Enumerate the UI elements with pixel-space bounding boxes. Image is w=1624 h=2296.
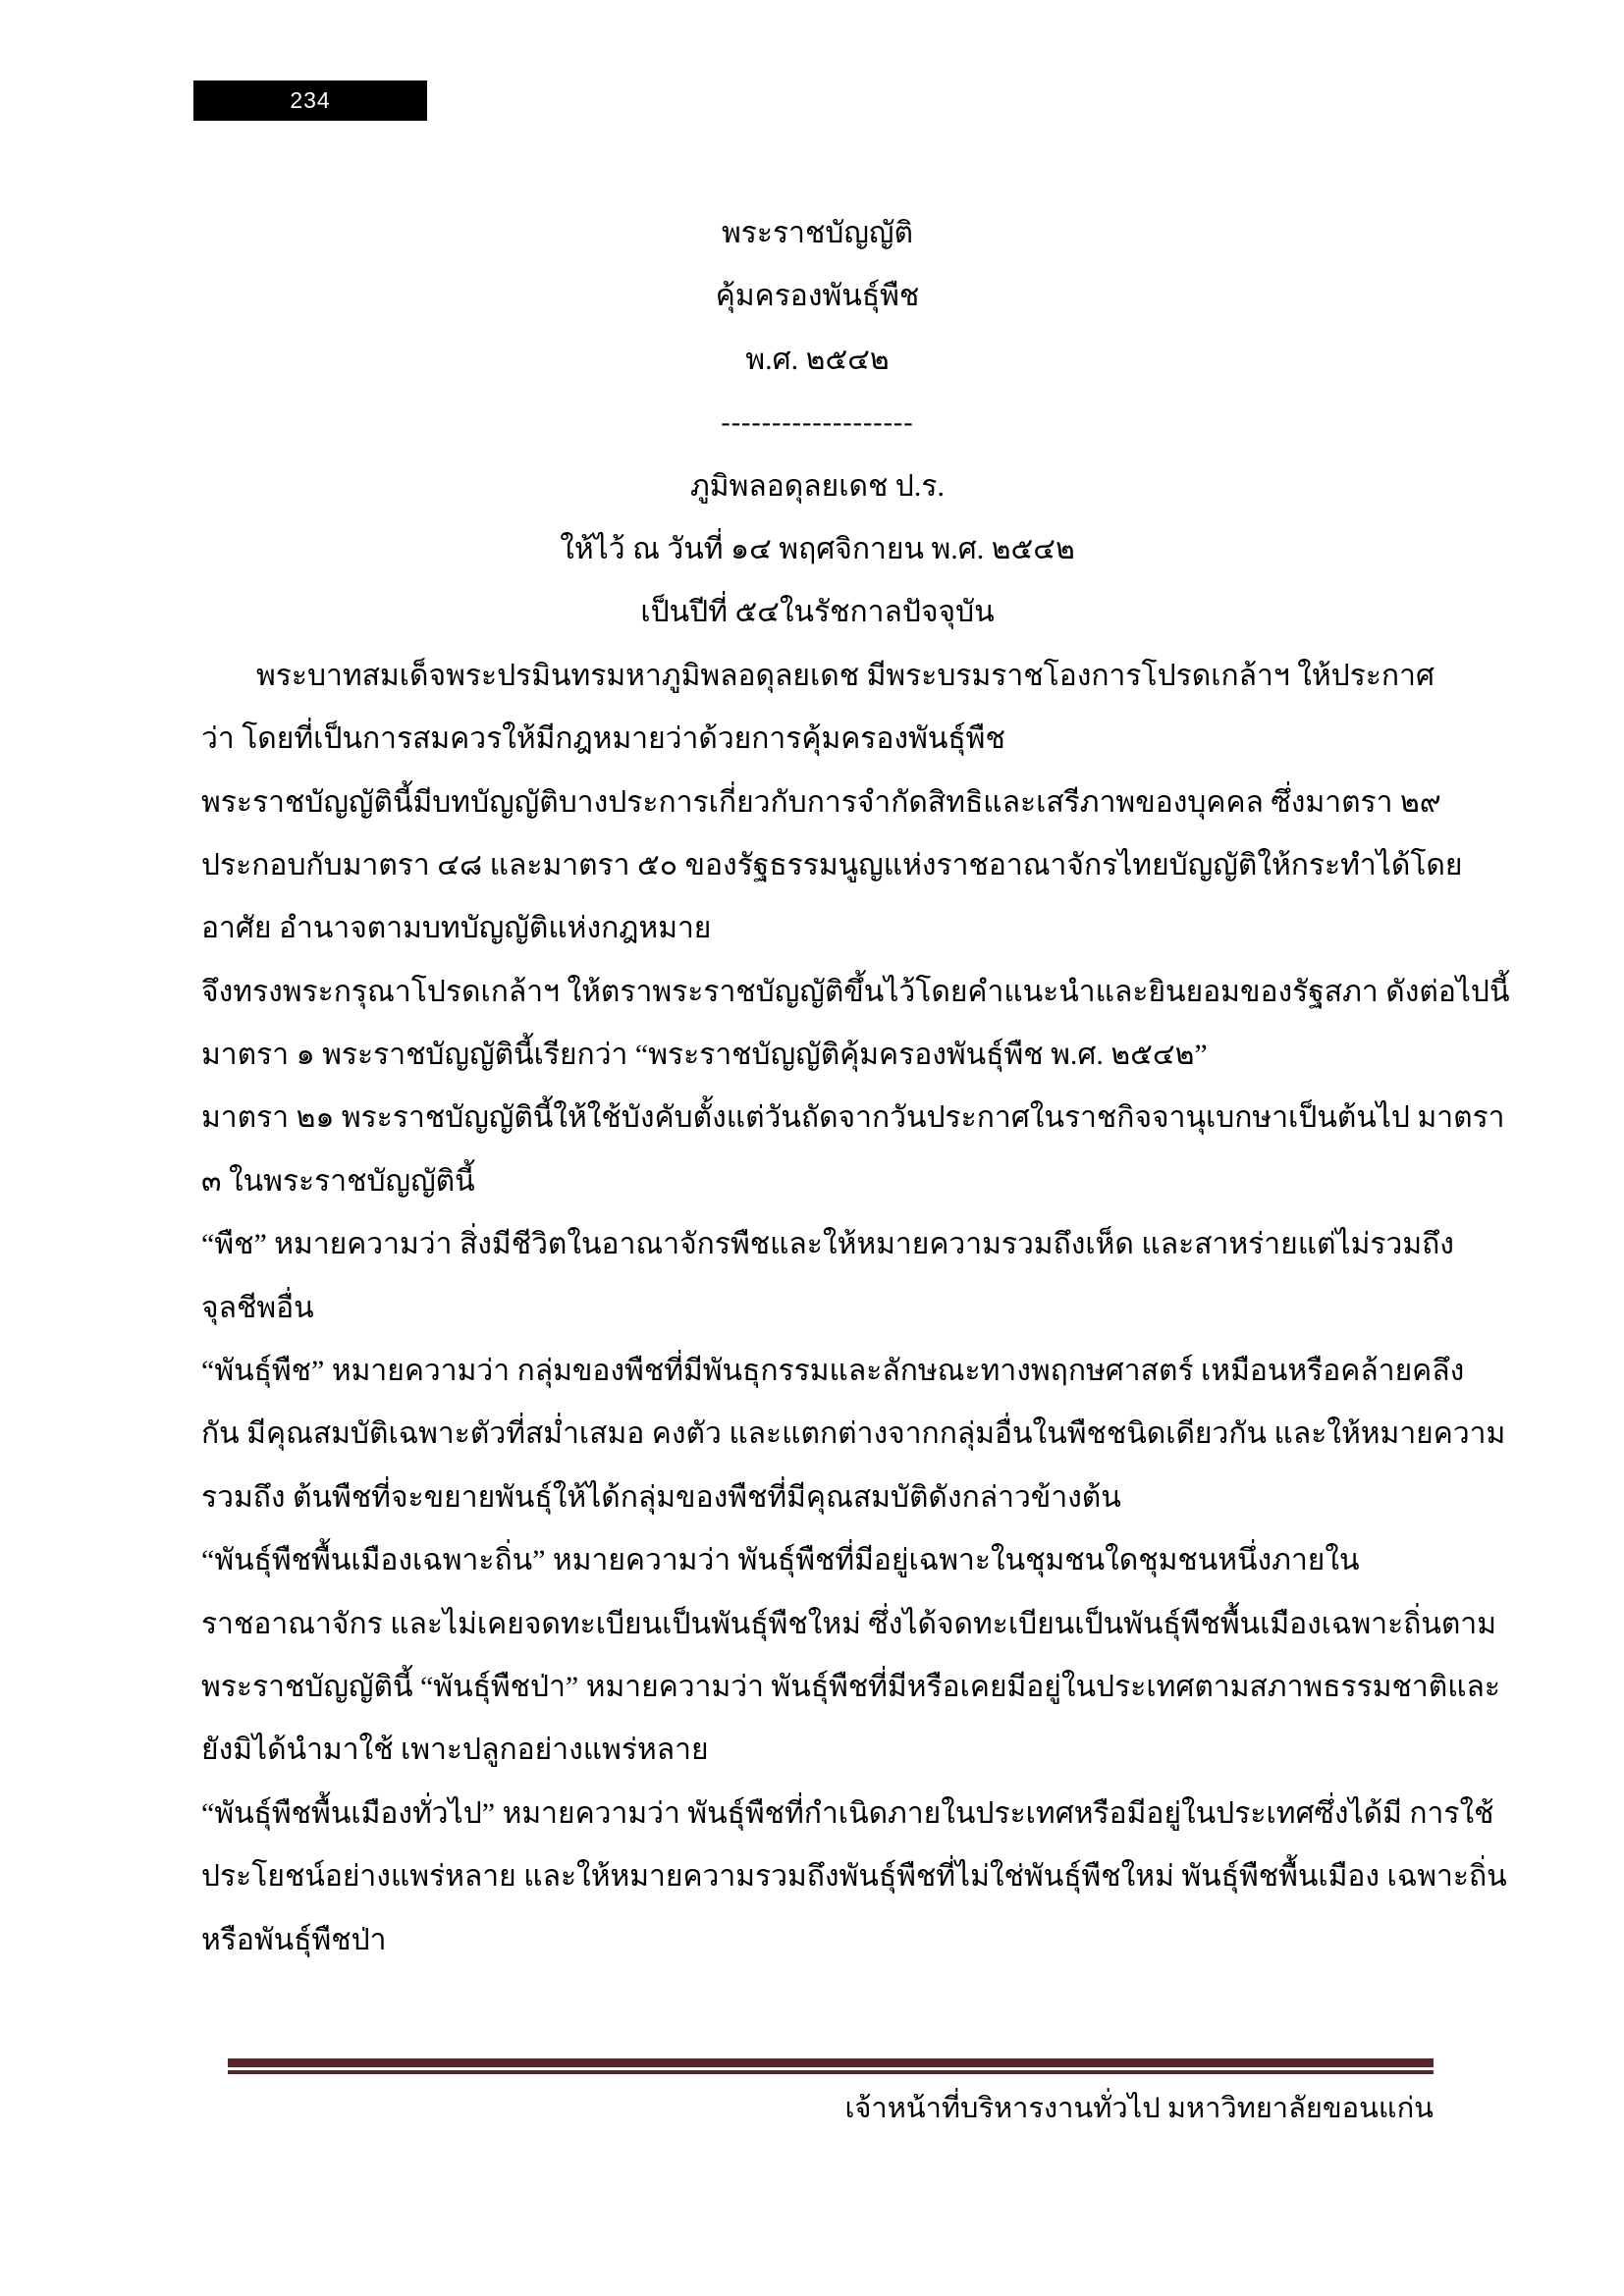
title-line-2: คุ้มครองพันธุ์พืช: [715, 280, 920, 313]
body-line: “พืช” หมายความว่า สิ่งมีชีวิตในอาณาจักรพืชและให้หมายความรวมถึงเห็ด และสาหร่ายแต่ไม่รวมถึง: [201, 1228, 1454, 1261]
title-line-3: พ.ศ. ๒๕๔๒: [745, 343, 890, 376]
title-line-1: พระราชบัญญัติ: [722, 217, 913, 249]
body-line: “พันธุ์พืชพื้นเมืองเฉพาะถิ่น” หมายความว่า พันธุ์พืชที่มีอยู่เฉพาะในชุมชนใดชุมชนหนึ่งภายใน: [201, 1544, 1360, 1577]
preamble-line-2: ให้ไว้ ณ วันที่ ๑๔ พฤศจิกายน พ.ศ. ๒๕๔๒: [560, 532, 1075, 565]
body-line: “พันธุ์พืชพื้นเมืองทั่วไป” หมายความว่า พันธุ์พืชที่กำเนิดภายในประเทศหรือมีอยู่ในประเทศซึ่งได้มี การใช้: [201, 1796, 1494, 1830]
body-line: “พันธุ์พืช” หมายความว่า กลุ่มของพืชที่มีพันธุกรรมและลักษณะทางพฤกษศาสตร์ เหมือนหรือคล้ายคลึง: [201, 1355, 1465, 1388]
footer-credit: เจ้าหน้าที่บริหารงานทั่วไป มหาวิทยาลัยขอนแก่น: [844, 2093, 1434, 2124]
body-line: อาศัย อำนาจตามบทบัญญัติแห่งกฎหมาย: [201, 912, 712, 945]
body-line: มาตรา ๒๑ พระราชบัญญัตินี้ให้ใช้บังคับตั้งแต่วันถัดจากวันประกาศในราชกิจจานุเบกษาเป็นต้นไป มาตรา: [201, 1101, 1505, 1135]
preamble-line-1: ภูมิพลอดุลยเดช ป.ร.: [690, 469, 945, 503]
body-line: พระบาทสมเด็จพระปรมินทรมหาภูมิพลอดุลยเดช มีพระบรมราชโองการโปรดเกล้าฯ ให้ประกาศ: [256, 659, 1435, 692]
document-body: [201, 202, 1510, 1972]
page-number: 234: [290, 87, 331, 113]
body-line: พระราชบัญญัตินี้มีบทบัญญัติบางประการเกี่ยวกับการจำกัดสิทธิและเสรีภาพของบุคคล ซึ่งมาตรา ๒๙: [201, 785, 1441, 819]
page-number-badge: [193, 80, 427, 121]
body-line: มาตรา ๑ พระราชบัญญัตินี้เรียกว่า “พระราชบัญญัติคุ้มครองพันธุ์พืช พ.ศ. ๒๕๔๒”: [201, 1039, 1208, 1072]
body-text: [201, 645, 1510, 1972]
preamble-line-3: เป็นปีที่ ๕๔ในรัชกาลปัจจุบัน: [640, 596, 995, 629]
body-line: ประกอบกับมาตรา ๔๘ และมาตรา ๕๐ ของรัฐธรรมนูญแห่งราชอาณาจักรไทยบัญญัติให้กระทำได้โดย: [201, 848, 1463, 881]
body-line: หรือพันธุ์พืชป่า: [201, 1923, 387, 1956]
body-line: พระราชบัญญัตินี้ “พันธุ์พืชป่า” หมายความว่า พันธุ์พืชที่มีหรือเคยมีอยู่ในประเทศตามสภาพธรรมชาติและ: [201, 1670, 1501, 1703]
body-line: ยังมิได้นำมาใช้ เพาะปลูกอย่างแพร่หลาย: [201, 1734, 709, 1767]
body-line: ประโยชน์อย่างแพร่หลาย และให้หมายความรวมถึงพันธุ์พืชที่ไม่ใช่พันธุ์พืชใหม่ พันธุ์พืชพื้นเมือง เฉพาะถิ่น: [201, 1860, 1507, 1894]
body-line: จุลชีพอื่น: [201, 1291, 314, 1324]
body-line: กัน มีคุณสมบัติเฉพาะตัวที่สม่ำเสมอ คงตัว และแตกต่างจากกลุ่มอื่นในพืชชนิดเดียวกัน และให้หมายความ: [201, 1417, 1506, 1451]
body-line: ราชอาณาจักร และไม่เคยจดทะเบียนเป็นพันธุ์พืชใหม่ ซึ่งได้จดทะเบียนเป็นพันธุ์พืชพื้นเมืองเฉพาะถิ่นตาม: [201, 1607, 1497, 1640]
body-line: จึงทรงพระกรุณาโปรดเกล้าฯ ให้ตราพระราชบัญญัติขึ้นไว้โดยคำแนะนำและยินยอมของรัฐสภา ดังต่อไปนี้: [201, 975, 1510, 1008]
body-line: ว่า โดยที่เป็นการสมควรให้มีกฎหมายว่าด้วยการคุ้มครองพันธุ์พืช: [201, 722, 1005, 756]
footer-rule-thin: [228, 2070, 1434, 2074]
divider-dashes: -------------------: [721, 407, 914, 439]
body-line: รวมถึง ต้นพืชที่จะขยายพันธุ์ให้ได้กลุ่มของพืชที่มีคุณสมบัติดังกล่าวข้างต้น: [201, 1480, 1121, 1514]
body-line: ๓ ในพระราชบัญญัตินี้: [201, 1164, 475, 1198]
footer-rule-thick: [228, 2058, 1434, 2067]
